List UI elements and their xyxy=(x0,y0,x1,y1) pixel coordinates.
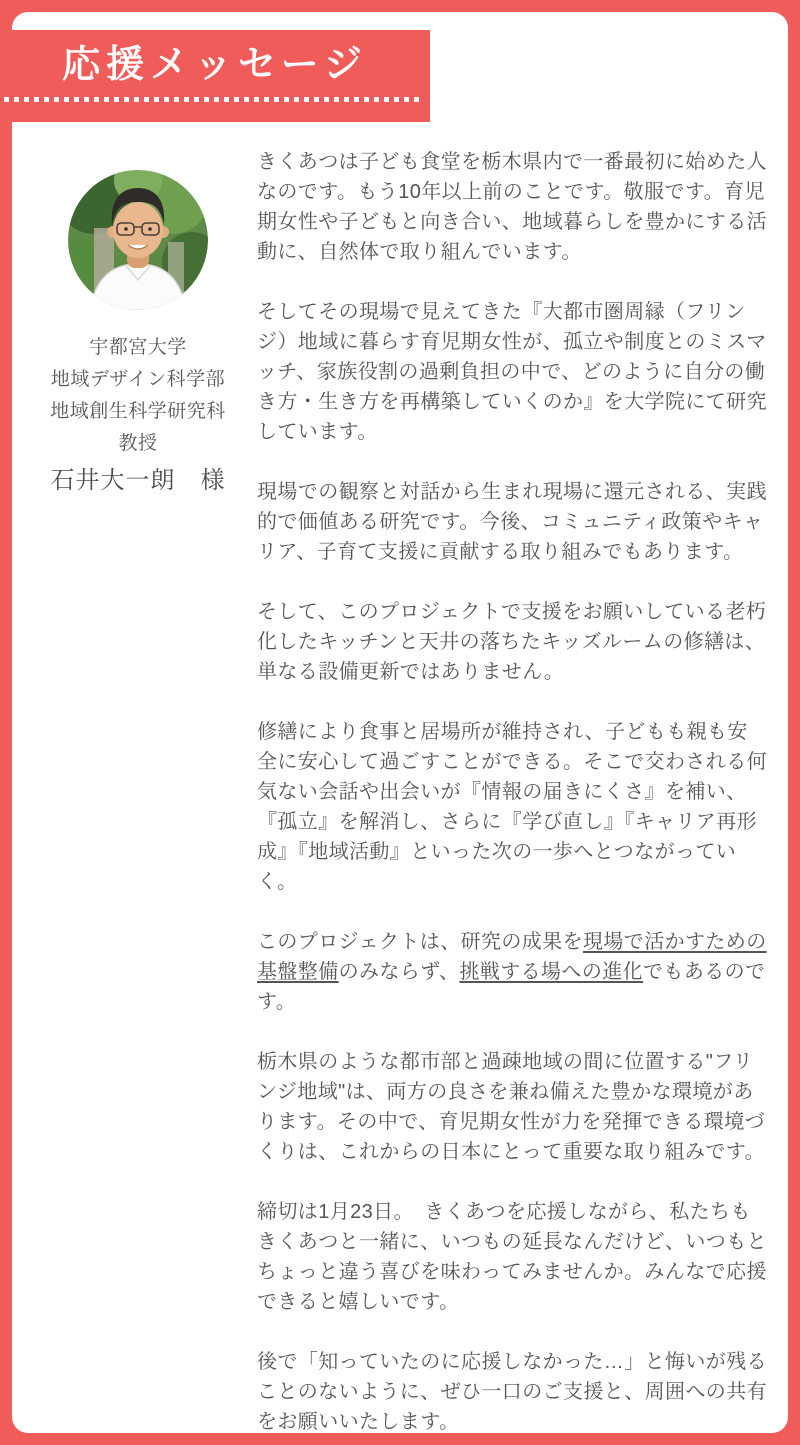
professor-name: 石井大一朗 様 xyxy=(50,467,226,494)
content-card xyxy=(12,12,788,1433)
message-paragraph: きくあつは子ども食堂を栃木県内で一番最初に始めた人なのです。もう10年以上前のことです。敬服です。育児期女性や子どもと向き合い、地域暮らしを豊かにする活動に、自然体で取り組んでいます。 xyxy=(257,151,767,263)
message-paragraph: 後で「知っていたのに応援しなかった…」と悔いが残ることのないように、ぜひ一口のご支援と、周囲への共有をお願いいたします。 xyxy=(257,1351,767,1433)
professor-photo-icon xyxy=(68,170,208,310)
message-paragraph: 締切は1月23日。 きくあつを応援しながら、私たちもきくあつと一緒に、いつもの延長なんだけど、いつもとちょっと違う喜びを味わってみませんか。みんなで応援できると嬉しいです。 xyxy=(257,1201,767,1313)
paragraph-segment: でもあるのです。 xyxy=(257,961,766,1013)
paragraph-segment: のみならず、 xyxy=(338,961,460,983)
message-paragraph: そして、このプロジェクトで支援をお願いしている老朽化したキッチンと天井の落ちたキッズルームの修繕は、単なる設備更新ではありません。 xyxy=(257,601,767,683)
profile-column xyxy=(32,147,244,1437)
affiliation-line-title: 教授 xyxy=(118,433,158,454)
underlined-text: 挑戦する場への進化 xyxy=(459,961,644,983)
message-paragraph xyxy=(257,927,768,1017)
message-column xyxy=(257,147,768,1437)
dotted-divider xyxy=(4,97,424,102)
affiliation-line-faculty: 地域デザイン科学部 xyxy=(50,369,226,390)
message-paragraph: 修繕により食事と居場所が維持され、子どもも親も安全に安心して過ごすことができる。そこで交わされる何気ない会話や出会いが『情報の届きにくさ』を補い、『孤立』を解消し、さらに『学び直し』『キャリア再形成』『地域活動』といった次の一歩へとつながっていく。 xyxy=(257,721,767,893)
header-banner xyxy=(0,30,430,122)
page-title: 応援メッセージ xyxy=(62,44,368,86)
underlined-text: 現場で活かすための基盤整備 xyxy=(257,931,767,983)
affiliation-block xyxy=(32,332,244,460)
message-paragraph: そしてその現場で見えてきた『大都市圏周縁（フリンジ）地域に暮らす育児期女性が、孤立や制度とのミスマッチ、家族役割の過剰負担の中で、どのように自分の働き方・生き方を再構築していくのか』を大学院にて研究しています。 xyxy=(257,301,767,443)
content-row xyxy=(12,12,788,1445)
message-paragraph: 現場での観察と対話から生まれ現場に還元される、実践的で価値ある研究です。今後、コミュニティ政策やキャリア、子育て支援に貢献する取り組みでもあります。 xyxy=(257,481,767,563)
affiliation-line-graduate-school: 地域創生科学研究科 xyxy=(50,401,226,422)
message-paragraph: 栃木県のような都市部と過疎地域の間に位置する"フリンジ地域"は、両方の良さを兼ね備えた豊かな環境があります。その中で、育児期女性が力を発揮できる環境づくりは、これからの日本にとって重要な取り組みです。 xyxy=(257,1051,765,1163)
paragraph-segment: このプロジェクトは、研究の成果を xyxy=(257,931,583,953)
affiliation-line-university: 宇都宮大学 xyxy=(89,337,187,358)
